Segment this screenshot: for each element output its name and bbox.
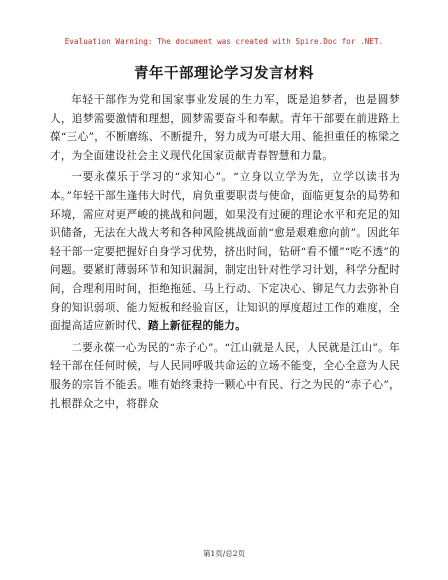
paragraph-1 [50,91,400,165]
page-title: 青年干部理论学习发言材料 [134,66,314,82]
paragraph-3 [50,339,400,413]
paragraph-1-text: 年轻干部作为党和国家事业发展的生力军，既是追梦者，也是圆梦人，追梦需要激情和理想，圆梦需要奋斗和奉献。青年干部要在前进路上葆“三心”，不断磨练、不断提升，努力成为可堪大用、能担重任的栋梁之才，为全面建设社会主义现代化国家贡献青春智慧和力量。 [50,94,400,162]
page-number-footer: 第1页/总2页 [202,549,246,558]
evaluation-warning: Evaluation Warning: The document was created with Spire.Doc for .NET. [64,37,384,46]
paragraph-3-text: 二要永葆一心为民的“赤子心”。“江山就是人民，人民就是江山”。年轻干部在任何时候，与人民同呼吸共命运的立场不能变，全心全意为人民服务的宗旨不能丢。唯有始终秉持一颗心中有民、行之为民的“赤子心”，扎根群众之中，将群众 [50,341,400,410]
paragraph-2 [50,168,400,335]
paragraph-2-bold-text: 踏上新征程的能力。 [148,320,247,333]
document-body [50,91,400,416]
paragraph-2-text: 一要永葆乐于学习的“求知心”。“立身以立学为先，立学以读书为本。”年轻干部生逢伟大时代，肩负重要职责与使命，面临更复杂的局势和环境，需应对更严峻的挑战和问题，如果没有过硬的理论水平和充足的知识储备，无法在大战大考和各种风险挑战面前“愈是艰难愈向前”。因此年轻干部一定要把握好自身学习优势，挤出时间，钻研“看不懂”“吃不透”的问题。要紧盯薄弱环节和知识漏洞，制定出针对性学习计划，科学分配时间，合理利用时间，拒绝拖延、马上行动、下定决心、铆足气力去弥补自身的知识弱项、能力短板和经验盲区，让知识的厚度超过工作的难度，全面提高适应新时代、 [50,171,400,333]
